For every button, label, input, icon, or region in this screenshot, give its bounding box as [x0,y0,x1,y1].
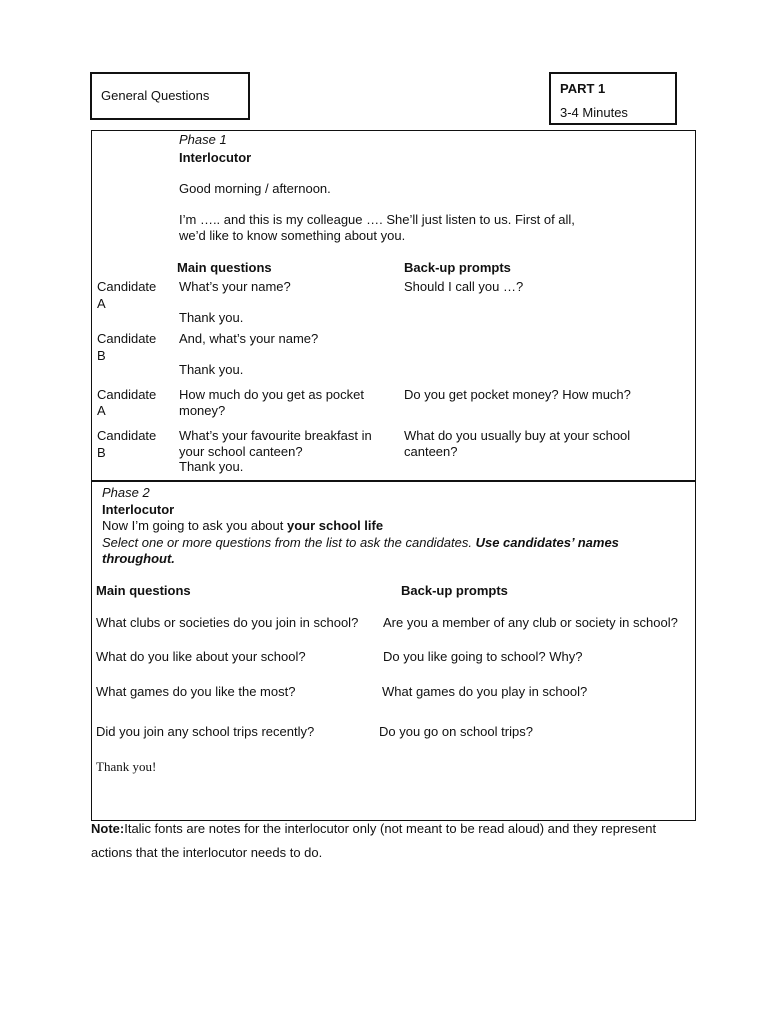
phase2-prompt-1: Are you a member of any club or society in school? [383,615,678,630]
row2-thanks: Thank you. [179,362,244,377]
note-label: Note: [91,821,125,836]
row3-prompt: Do you get pocket money? How much? [404,387,631,402]
row4-thanks: Thank you. [179,459,244,474]
row3-question-cont: money? [179,403,226,418]
note-text-cont: actions that the interlocutor needs to do. [91,845,323,860]
phase2-label: Phase 2 [102,485,150,500]
row4-candidate-letter: B [97,445,106,460]
phase2-prompt-2: Do you like going to school? Why? [383,649,583,664]
phase2-col-main: Main questions [96,583,191,598]
part-box [549,72,677,125]
row4-prompt-cont: canteen? [404,444,458,459]
phase1-interlocutor: Interlocutor [179,150,252,165]
row3-candidate: Candidate [97,387,157,402]
phase1-greeting: Good morning / afternoon. [179,181,331,196]
phase1-label: Phase 1 [179,132,227,147]
part-duration: 3-4 Minutes [560,105,628,120]
row3-question: How much do you get as pocket [179,387,364,402]
phase2-closing: Thank you! [96,759,157,774]
phase2-intro-text: Now I’m going to ask you about [102,518,287,533]
phase2-prompt-3: What games do you play in school? [382,684,588,699]
row1-candidate-letter: A [97,296,106,311]
phase1-intro-line1: I’m ….. and this is my colleague …. She’ll just listen to us. First of all, [179,212,575,227]
phase2-question-3: What games do you like the most? [96,684,296,699]
phase1-col-backup: Back-up prompts [404,260,511,275]
row1-thanks: Thank you. [179,310,244,325]
phase2-instruction-emphasis-cont: throughout. [102,551,175,566]
row4-candidate: Candidate [97,428,157,443]
phase2-question-2: What do you like about your school? [96,649,306,664]
row4-question-cont: your school canteen? [179,444,303,459]
row1-candidate: Candidate [97,279,157,294]
part-label: PART 1 [560,81,606,96]
phase2-intro-topic: your school life [287,518,384,533]
row1-prompt: Should I call you …? [404,279,524,294]
phase2-prompt-4: Do you go on school trips? [379,724,533,739]
note [91,821,656,837]
row2-question: And, what’s your name? [179,331,319,346]
row4-prompt: What do you usually buy at your school [404,428,631,443]
row2-candidate: Candidate [97,331,157,346]
phase2-instruction-emphasis: Use candidates’ names [475,535,619,550]
phase2-instruction [102,535,619,551]
phase2-question-4: Did you join any school trips recently? [96,724,315,739]
row3-candidate-letter: A [97,403,106,418]
row1-question: What’s your name? [179,279,291,294]
note-text: Italic fonts are notes for the interlocutor only (not meant to be read aloud) and they represent [124,821,657,836]
phase2-col-backup: Back-up prompts [401,583,508,598]
phase1-col-main: Main questions [177,260,272,275]
section-title: General Questions [101,88,210,103]
phase1-intro-line2: we’d like to know something about you. [179,228,406,243]
phase2-interlocutor: Interlocutor [102,502,175,517]
section-title-box [90,72,250,120]
row2-candidate-letter: B [97,348,106,363]
phase2-question-1: What clubs or societies do you join in school? [96,615,359,630]
phase2-intro [102,518,383,534]
row4-question: What’s your favourite breakfast in [179,428,372,443]
phase2-instruction-text: Select one or more questions from the list to ask the candidates. [102,535,476,550]
